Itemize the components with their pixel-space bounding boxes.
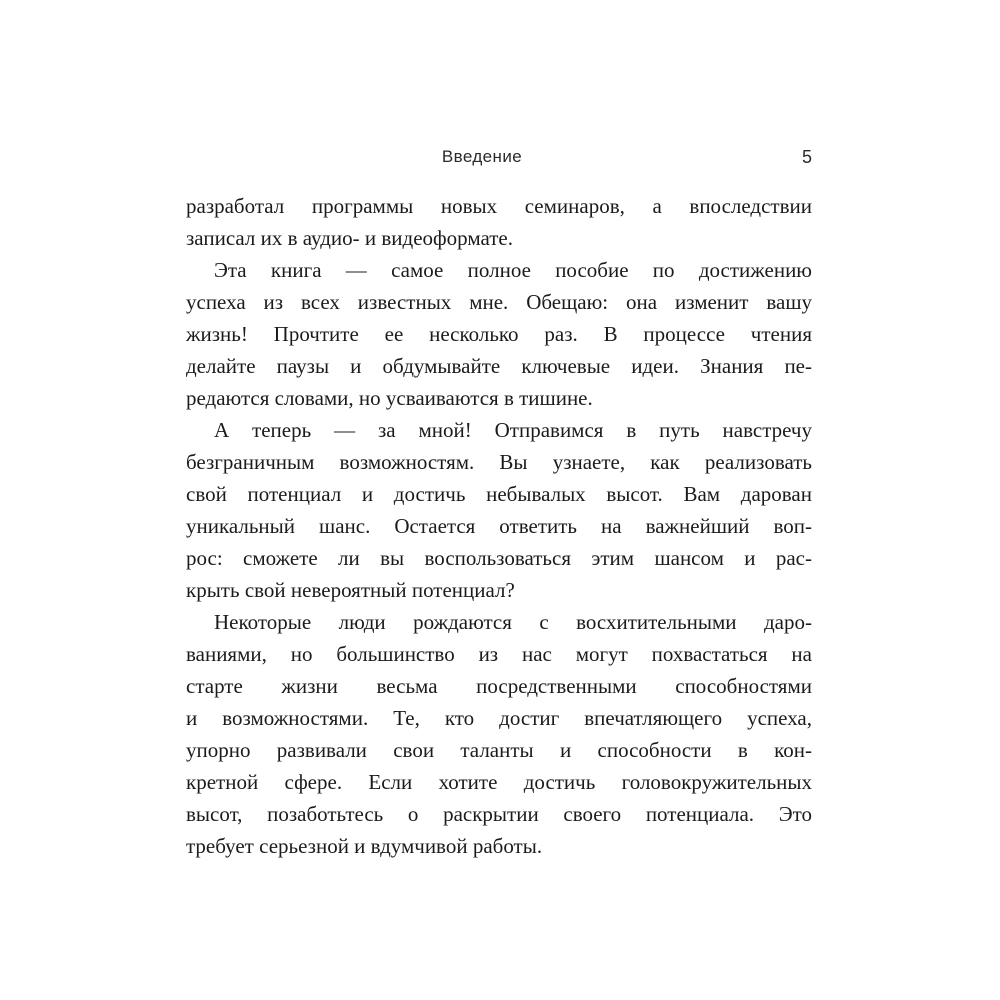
running-header	[186, 146, 812, 168]
text-line: высот, позаботьтесь о раскрытии своего потенциала. Это	[186, 802, 812, 826]
chapter-title: Введение	[441, 147, 523, 166]
text-line: делайте паузы и обдумывайте ключевые идеи. Знания пе-	[186, 354, 812, 378]
text-line: свой потенциал и достичь небывалых высот. Вам дарован	[186, 482, 812, 506]
text-line: редаются словами, но усваиваются в тишине.	[186, 386, 593, 410]
text-line: безграничным возможностям. Вы узнаете, как реализовать	[186, 450, 812, 474]
text-line: требует серьезной и вдумчивой работы.	[186, 834, 543, 858]
page-number: 5	[801, 147, 812, 167]
text-line: жизнь! Прочтите ее несколько раз. В процессе чтения	[186, 322, 812, 346]
text-line: упорно развивали свои таланты и способности в кон-	[186, 738, 812, 762]
text-line: крыть свой невероятный потенциал?	[186, 578, 515, 602]
text-line: старте жизни весьма посредственными способностями	[186, 674, 812, 698]
text-line: записал их в аудио- и видеоформате.	[186, 226, 513, 250]
text-line: и возможностями. Те, кто достиг впечатляющего успеха,	[186, 706, 812, 730]
text-line: успеха из всех известных мне. Обещаю: она изменит вашу	[186, 290, 812, 314]
text-line: ваниями, но большинство из нас могут похвастаться на	[186, 642, 812, 666]
text-line: уникальный шанс. Остается ответить на важнейший воп-	[186, 514, 812, 538]
text-line: А теперь — за мной! Отправимся в путь навстречу	[214, 418, 812, 442]
body-text	[186, 190, 812, 862]
text-line: кретной сфере. Если хотите достичь головокружительных	[186, 770, 812, 794]
text-line: разработал программы новых семинаров, а впоследствии	[186, 194, 812, 218]
text-line: Некоторые люди рождаются с восхитительными даро-	[214, 610, 812, 634]
text-line: Эта книга — самое полное пособие по достижению	[214, 258, 812, 282]
text-line: рос: сможете ли вы воспользоваться этим шансом и рас-	[186, 546, 812, 570]
